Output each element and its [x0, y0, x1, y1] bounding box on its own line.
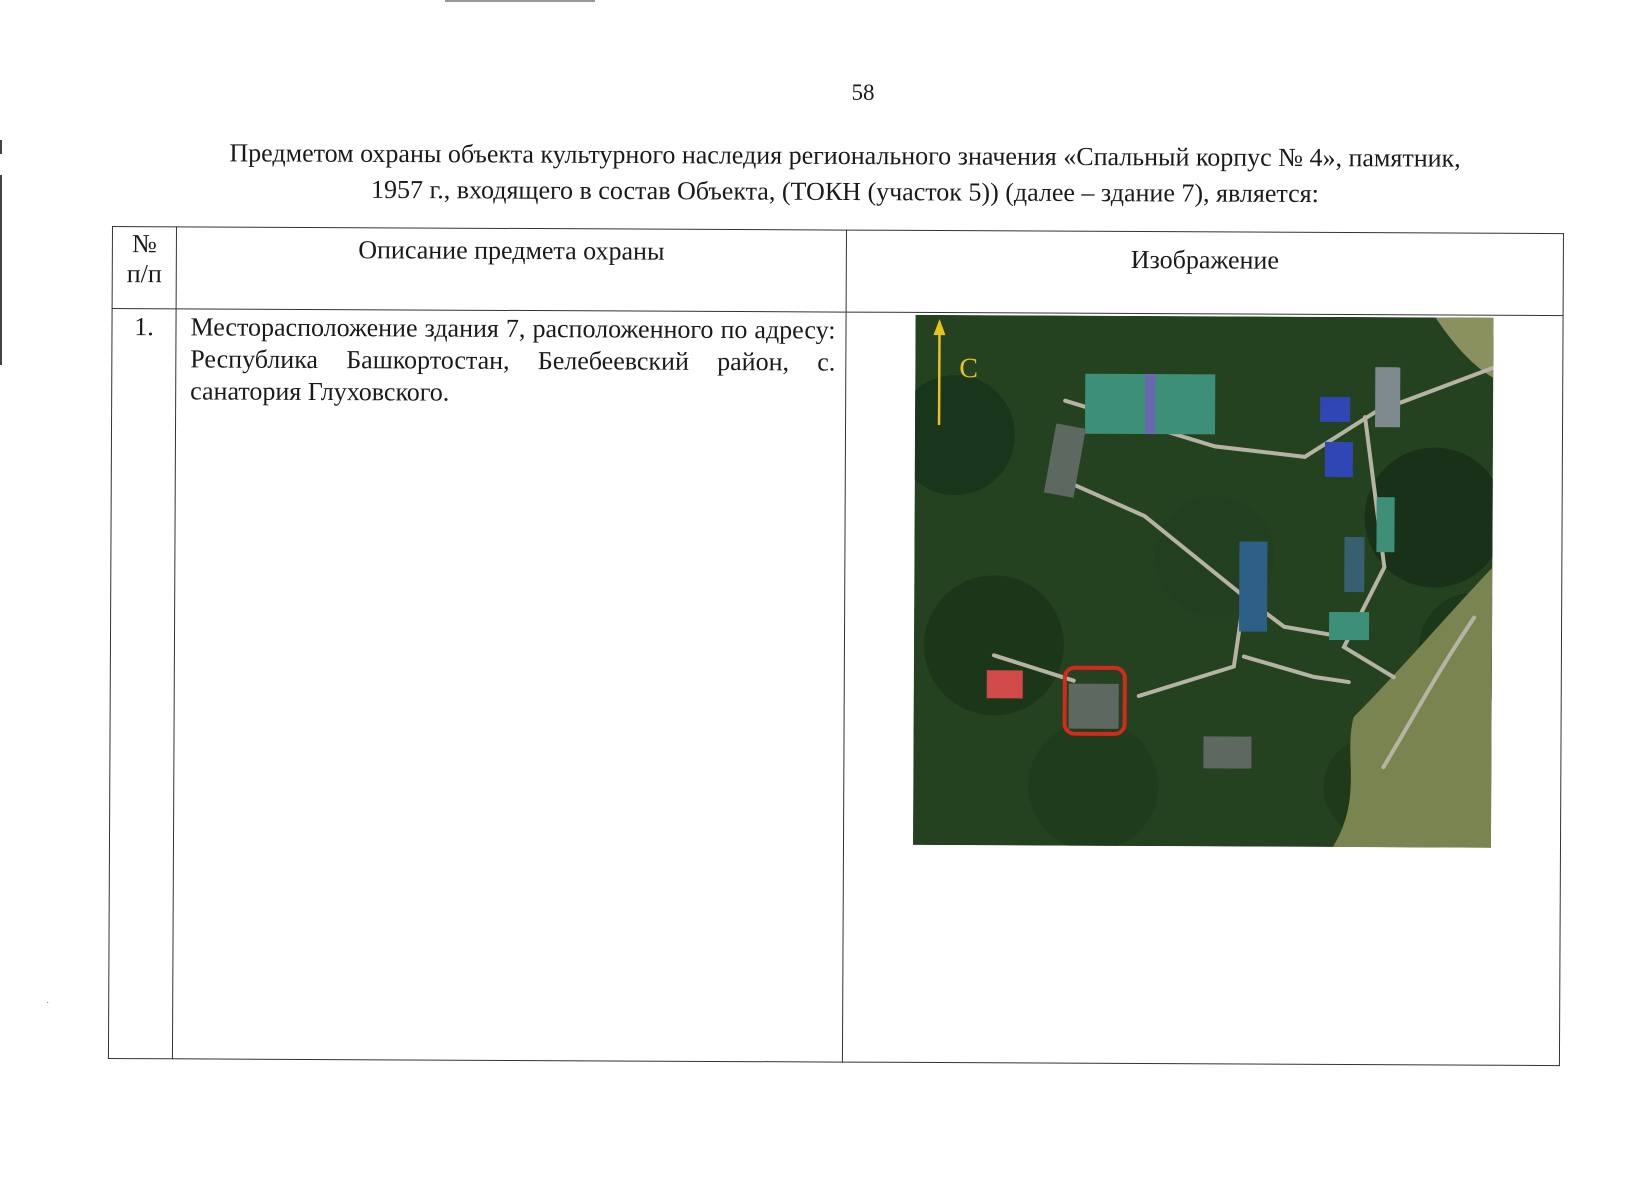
- header-description: Описание предмета охраны: [176, 227, 846, 312]
- page-number: 58: [851, 80, 875, 105]
- row-description: Месторасположение здания 7, расположенного по адресу: Республика Башкортостан, Белебеевский район, с. санатория Глуховского.: [172, 309, 846, 1062]
- intro-line-1: Предметом охраны объекта культурного наследия регионального значения «Спальный корпус № 4», памятник,: [229, 138, 1461, 173]
- intro-line-2: 1957 г., входящего в состав Объекта, (ТОКН (участок 5)) (далее – здание 7), является:: [370, 174, 1319, 209]
- table-row: [108, 309, 1563, 1066]
- header-number-abbr: п/п: [126, 259, 162, 289]
- scan-edge-mark: [0, 175, 2, 365]
- header-number: [112, 227, 176, 309]
- scan-dust: ·: [46, 998, 50, 1009]
- scan-edge-mark: [0, 140, 2, 154]
- table-header-row: [112, 227, 1563, 316]
- row-image-cell: [842, 312, 1563, 1065]
- row-number: 1.: [108, 309, 176, 1059]
- header-number-sign: №: [131, 229, 157, 259]
- header-image: Изображение: [846, 230, 1563, 316]
- scan-top-mark: [445, 0, 595, 2]
- north-label: С: [959, 353, 979, 385]
- intro-paragraph: [180, 135, 1510, 213]
- protection-table: [108, 226, 1564, 1066]
- protection-table-wrap: [108, 226, 1564, 1066]
- satellite-map-image: [913, 315, 1494, 848]
